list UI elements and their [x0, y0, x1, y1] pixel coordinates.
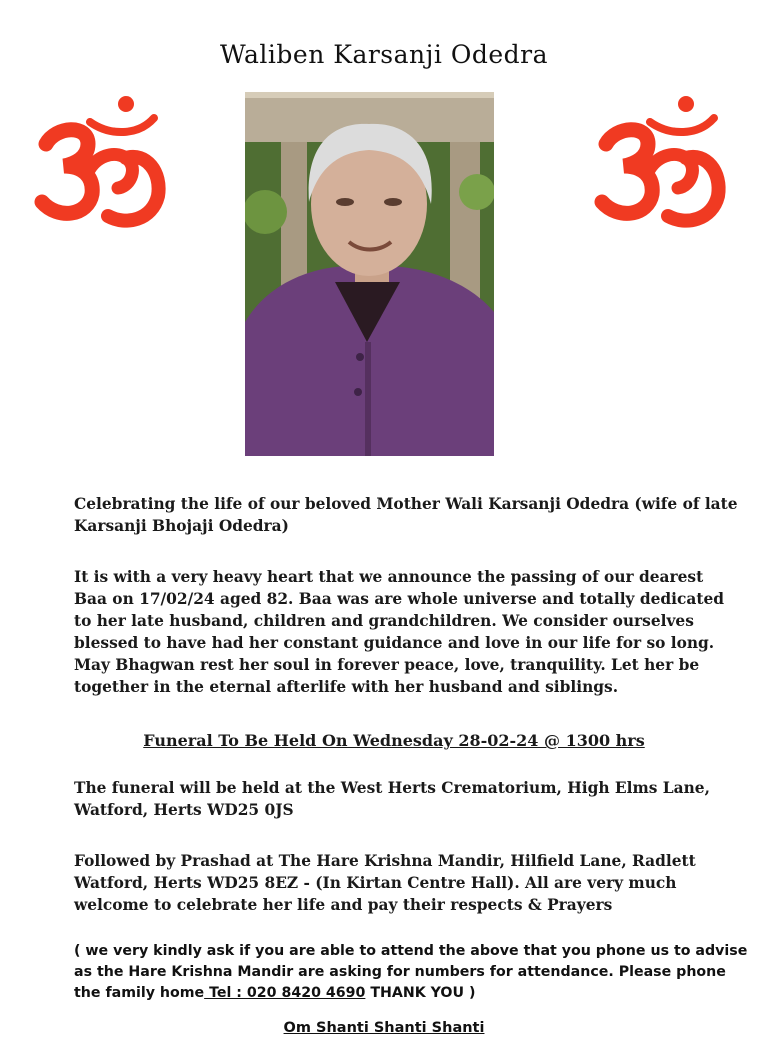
announcement-paragraph: It is with a very heavy heart that we announce the passing of our dearest Baa on 17/02/24 aged 82. Baa was are whole universe and totally dedicated to her late husband, children and grandchildren. We consider ourselves blessed to have had her constant guidance and love in our life for so long. May Bhagwan rest her soul in forever peace, love, tranquility. Let her be together in the eternal afterlife with her husband and siblings. — [74, 568, 725, 696]
notice-thank-you: THANK YOU ) — [365, 985, 476, 1001]
portrait-photo — [245, 92, 494, 456]
intro-paragraph: Celebrating the life of our beloved Mother Wali Karsanji Odedra (wife of late Karsanji Bhojaji Odedra) — [74, 495, 738, 535]
om-icon — [30, 92, 170, 232]
telephone-number[interactable]: Tel : 020 8420 4690 — [204, 985, 366, 1001]
closing-blessing: Om Shanti Shanti Shanti — [283, 1020, 485, 1036]
funeral-location-paragraph: The funeral will be held at the West Herts Crematorium, High Elms Lane, Watford, Herts WD25 0JS — [74, 779, 710, 819]
notice-text: ( we very kindly ask if you are able to attend the above that you phone us to advise as the Hare Krishna Mandir are asking for numbers for attendance. Please phone the family home — [74, 943, 748, 1001]
funeral-heading: Funeral To Be Held On Wednesday 28-02-24 @ 1300 hrs — [143, 731, 645, 750]
prashad-paragraph: Followed by Prashad at The Hare Krishna Mandir, Hilfield Lane, Radlett Watford, Herts WD25 8EZ - (In Kirtan Centre Hall). All are very much welcome to celebrate her life and pay their respects & Prayers — [74, 852, 696, 914]
om-icon — [590, 92, 730, 232]
attendance-notice — [74, 941, 754, 1004]
page-title: Waliben Karsanji Odedra — [220, 40, 548, 69]
